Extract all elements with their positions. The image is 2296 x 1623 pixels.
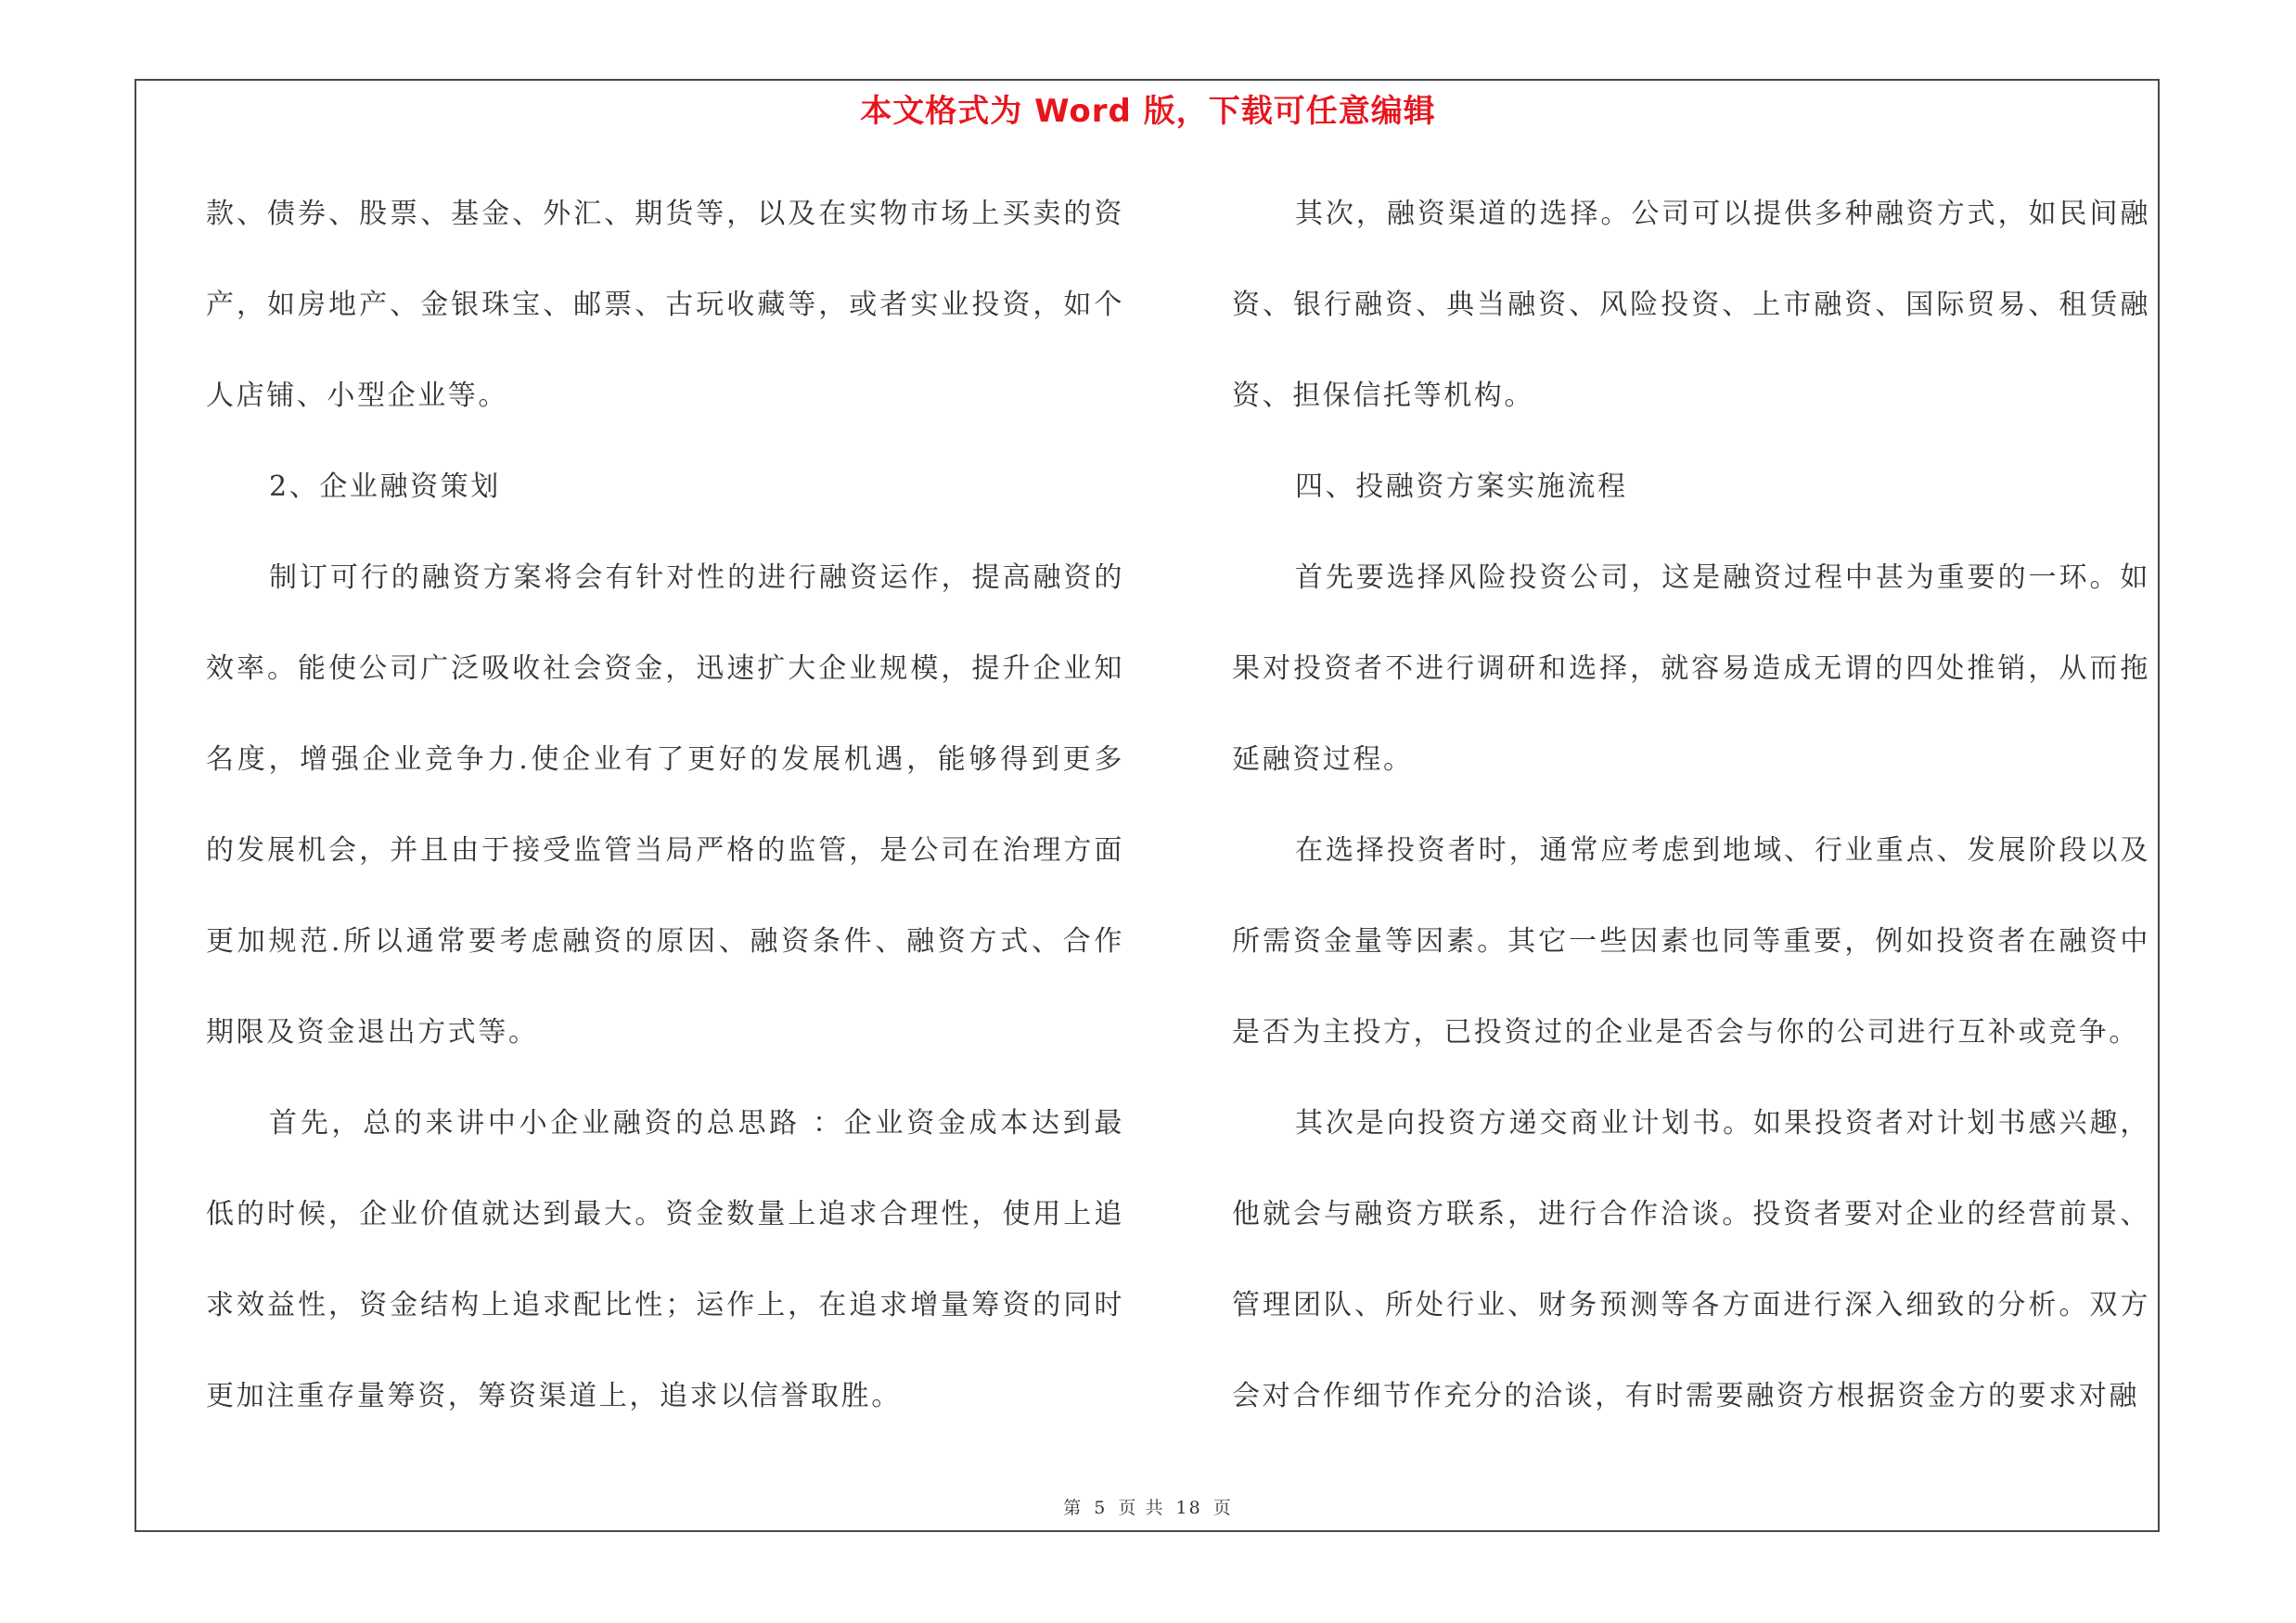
total-page-count: 18 (1175, 1498, 1202, 1518)
paragraph: 其次是向投资方递交商业计划书。如果投资者对计划书感兴趣，他就会与融资方联系，进行合作洽谈。投资者要对企业的经营前景、管理团队、所处行业、财务预测等各方面进行深入细致的分析。双方会对合作细节作充分的洽谈，有时需要融资方根据资金方的要求对融 (1232, 1107, 2150, 1412)
section-heading: 四、投融资方案实施流程 (1295, 470, 1628, 503)
right-text-column (1232, 169, 2150, 1442)
footer-suffix: 页 (1212, 1498, 1233, 1518)
current-page-number: 5 (1094, 1498, 1108, 1518)
paragraph: 首先要选择风险投资公司，这是融资过程中甚为重要的一环。如果对投资者不进行调研和选择，就容易造成无谓的四处推销，从而拖延融资过程。 (1232, 561, 2150, 776)
footer-middle: 页 共 (1118, 1498, 1165, 1518)
page-number-footer (0, 1494, 2296, 1519)
format-banner: 本文格式为 Word 版，下载可任意编辑 (860, 93, 1436, 130)
paragraph: 首先，总的来讲中小企业融资的总思路 ：企业资金成本达到最低的时候，企业价值就达到最大。资金数量上追求合理性，使用上追求效益性，资金结构上追求配比性；运作上，在追求增量筹资的同时更加注重存量筹资，筹资渠道上，追求以信誉取胜。 (206, 1107, 1124, 1412)
paragraph: 在选择投资者时，通常应考虑到地域、行业重点、发展阶段以及所需资金量等因素。其它一些因素也同等重要，例如投资者在融资中是否为主投方，已投资过的企业是否会与你的公司进行互补或竞争。 (1232, 834, 2150, 1049)
left-text-column (206, 169, 1124, 1442)
paragraph: 其次，融资渠道的选择。公司可以提供多种融资方式，如民间融资、银行融资、典当融资、风险投资、上市融资、国际贸易、租赁融资、担保信托等机构。 (1232, 198, 2150, 412)
paragraph: 款、债券、股票、基金、外汇、期货等，以及在实物市场上买卖的资产，如房地产、金银珠宝、邮票、古玩收藏等，或者实业投资，如个人店铺、小型企业等。 (206, 198, 1124, 412)
paragraph: 制订可行的融资方案将会有针对性的进行融资运作，提高融资的效率。能使公司广泛吸收社会资金，迅速扩大企业规模，提升企业知名度，增强企业竞争力.使企业有了更好的发展机遇，能够得到更多的发展机会，并且由于接受监管当局严格的监管，是公司在治理方面更加规范.所以通常要考虑融资的原因、融资条件、融资方式、合作期限及资金退出方式等。 (206, 561, 1124, 1049)
footer-prefix: 第 (1063, 1498, 1084, 1518)
section-heading: 2、企业融资策划 (269, 470, 501, 503)
